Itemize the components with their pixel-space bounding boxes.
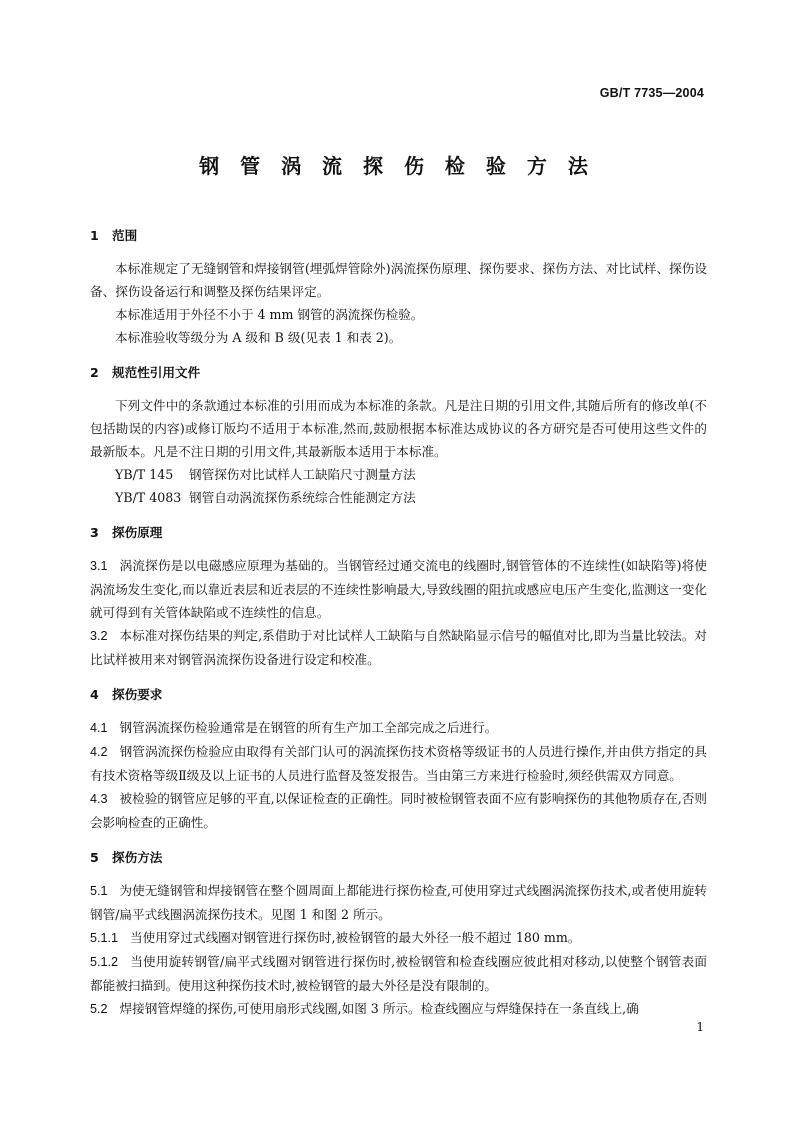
clause-5-2 (90, 997, 707, 1021)
section-number: 4 (90, 687, 99, 702)
normative-reference (90, 463, 707, 486)
section-1-heading (90, 224, 707, 247)
document-title: 钢 管 涡 流 探 伤 检 验 方 法 (199, 154, 595, 178)
clause-number: 5.1.2 (90, 955, 119, 969)
section-2-heading (90, 361, 707, 384)
clause-3-2 (90, 624, 707, 671)
clause-text: 焊接钢管焊缝的探伤,可使用扇形式线圈,如图 3 所示。检查线圈应与焊缝保持在一条直线上,确 (119, 1001, 639, 1016)
clause-number: 3.1 (90, 559, 108, 573)
document-body (90, 224, 707, 1021)
paragraph: 下列文件中的条款通过本标准的引用而成为本标准的条款。凡是注日期的引用文件,其随后所有的修改单(不包括勘误的内容)或修订版均不适用于本标准,然而,鼓励根据本标准达成协议的各方研究是否可使用这些文件的最新版本。凡是不注日期的引用文件,其最新版本适用于本标准。 (90, 398, 707, 459)
normative-reference (90, 486, 707, 509)
clause-3-1 (90, 554, 707, 624)
section-5-heading (90, 846, 707, 869)
section-title: 探伤方法 (112, 850, 163, 865)
clause-number: 4.2 (90, 745, 108, 759)
clause-4-1 (90, 716, 707, 740)
clause-4-3 (90, 787, 707, 834)
paragraph: 本标准规定了无缝钢管和焊接钢管(埋弧焊管除外)涡流探伤原理、探伤要求、探伤方法、对比试样、探伤设备、探伤设备运行和调整及探伤结果评定。 (90, 261, 707, 299)
paragraph: 本标准适用于外径不小于 4 mm 钢管的涡流探伤检验。 (115, 307, 424, 322)
clause-text: 涡流探伤是以电磁感应原理为基础的。当钢管经过通交流电的线圈时,钢管管体的不连续性(如缺陷等)将使涡流场发生变化,而以靠近表层和近表层的不连续性影响最大,导致线圈的阻抗或感应电压产生变化,监测这一变化就可得到有关管体缺陷或不连续性的信息。 (90, 558, 707, 620)
paragraph: 本标准验收等级分为 A 级和 B 级(见表 1 和表 2)。 (115, 330, 402, 345)
section-title: 探伤要求 (112, 687, 163, 702)
clause-5-1-2 (90, 950, 707, 997)
clause-text: 钢管涡流探伤检验应由取得有关部门认可的涡流探伤技术资格等级证书的人员进行操作,并由供方指定的具有技术资格等级Ⅱ级及以上证书的人员进行监督及签发报告。当由第三方来进行检验时,须经供需双方同意。 (90, 744, 707, 783)
reference-title: 钢管探伤对比试样人工缺陷尺寸测量方法 (189, 467, 416, 482)
clause-number: 3.2 (90, 629, 108, 643)
section-number: 2 (90, 365, 99, 380)
page-number: 1 (696, 1020, 704, 1034)
section-3-heading (90, 521, 707, 544)
clause-number: 5.1.1 (90, 931, 119, 945)
reference-code: YB/T 145 (115, 467, 174, 482)
clause-4-2 (90, 740, 707, 787)
clause-number: 4.3 (90, 792, 108, 806)
clause-number: 5.1 (90, 884, 108, 898)
section-title: 范围 (112, 228, 138, 243)
clause-text: 为使无缝钢管和焊接钢管在整个圆周面上都能进行探伤检查,可使用穿过式线圈涡流探伤技术,或者使用旋转钢管/扁平式线圈涡流探伤技术。见图 1 和图 2 所示。 (90, 883, 707, 922)
clause-text: 钢管涡流探伤检验通常是在钢管的所有生产加工全部完成之后进行。 (119, 720, 498, 735)
section-number: 3 (90, 525, 99, 540)
section-title: 规范性引用文件 (112, 365, 201, 380)
standard-code: GB/T 7735—2004 (599, 86, 704, 100)
clause-5-1-1 (90, 926, 707, 950)
clause-text: 当使用穿过式线圈对钢管进行探伤时,被检钢管的最大外径一般不超过 180 mm。 (130, 930, 581, 945)
clause-text: 被检验的钢管应足够的平直,以保证检查的正确性。同时被检钢管表面不应有影响探伤的其他物质存在,否则会影响检查的正确性。 (90, 791, 707, 830)
reference-title: 钢管自动涡流探伤系统综合性能测定方法 (189, 490, 416, 505)
clause-number: 4.1 (90, 721, 108, 735)
section-number: 1 (90, 228, 99, 243)
clause-text: 本标准对探伤结果的判定,系借助于对比试样人工缺陷与自然缺陷显示信号的幅值对比,即为当量比较法。对比试样被用来对钢管涡流探伤设备进行设定和校准。 (90, 628, 707, 667)
reference-code: YB/T 4083 (115, 490, 182, 505)
clause-number: 5.2 (90, 1002, 108, 1016)
section-4-heading (90, 683, 707, 706)
clause-5-1 (90, 879, 707, 926)
section-number: 5 (90, 850, 99, 865)
clause-text: 当使用旋转钢管/扁平式线圈对钢管进行探伤时,被检钢管和检查线圈应彼此相对移动,以使整个钢管表面都能被扫描到。使用这种探伤技术时,被检钢管的最大外径是没有限制的。 (90, 954, 707, 993)
section-title: 探伤原理 (112, 525, 163, 540)
